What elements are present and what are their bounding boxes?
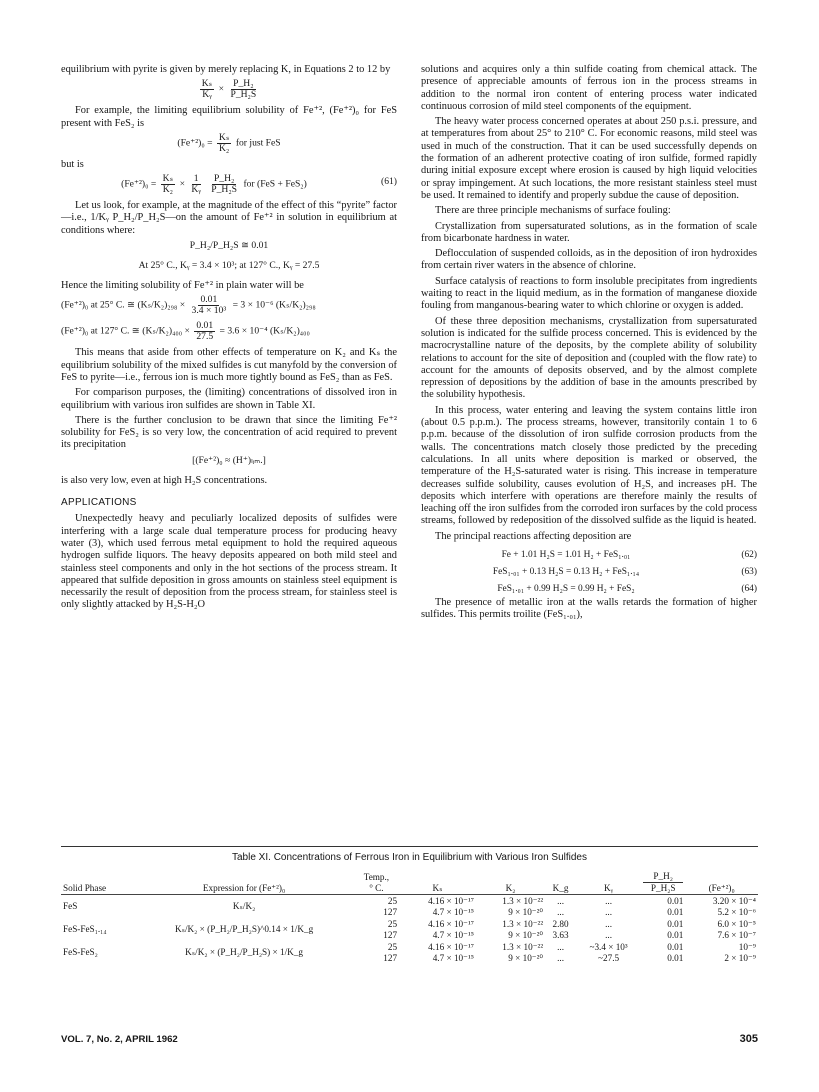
header-fe: (Fe⁺²)₀ [685,870,758,895]
paragraph: There is the further conclusion to be drawn that since the limiting Fe⁺² solubility for FeS₂ is so very low, the concentration of acid required to prevent its precipitation [61,414,397,451]
fraction-bottom: K₂ [162,184,174,196]
header-temp-line2: ° C. [369,882,384,893]
fraction-top: P_H₂ [233,78,254,90]
cell-ky-value: ... [605,896,613,906]
table-row [61,918,758,941]
cell-ks-value: 4.7 × 10⁻¹⁵ [432,929,474,940]
cell-ky [576,918,641,941]
cell-kg-value: 3.63 [552,929,569,940]
cell-ks [399,918,476,941]
fraction-bottom: 27.5 [196,331,214,343]
cell-temp-value: 25 [387,919,398,929]
cell-k2 [476,941,545,964]
page-number: 305 [739,1033,758,1045]
cell-fe-value: 6.0 × 10⁻⁵ [717,919,756,929]
cell-ks-value: 4.7 × 10⁻¹⁵ [432,906,474,917]
cell-ky [576,895,641,919]
cell-k2-value: 9 × 10⁻²⁰ [508,952,544,963]
fraction-bottom: Kᵧ [191,184,201,196]
paragraph: but is [61,158,84,170]
cell-kg [545,895,576,919]
paragraph: The heavy water process concerned operates at about 250 p.s.i. pressure, and at temperatures from about 25° to 210° C. For economic reasons, mild steel was used in much of the construction. That it can be used successfully depends on the formation of an adherent protective coating of iron sulfide, formed rapidly during initial exposure except where erosion is caused by high liquid velocities or spray impingement. At such locations, the more resistant stainless steel must be used. It remained to identify and properly subdue the cause of deposition. [421,116,757,201]
equation-pyrite-factor [61,79,397,99]
header-k2: K₂ [476,870,545,895]
cell-temp-value: 127 [383,929,398,940]
fraction-bottom: P_H₂S [230,89,257,101]
header-p-bottom: P_H₂S [650,882,676,893]
table-title: Table XI. Concentrations of Ferrous Iron in Equilibrium with Various Iron Sulfides [232,852,587,863]
cell-fe-value: 10⁻⁹ [738,942,756,952]
cell-temp-value: 127 [383,906,398,917]
limit-text: [(Fe⁺²)₀ ≈ (H⁺)ₗᵢₘ.] [192,454,266,466]
journal-issue: VOL. 7, No. 2, APRIL 1962 [61,1034,178,1045]
cell-pressure-ratio-value: 0.01 [667,896,684,906]
cell-k2-value: 9 × 10⁻²⁰ [508,929,544,940]
equation-condition [61,240,397,254]
header-solid-phase: Solid Phase [61,870,134,895]
cell-expression: Kₛ/K₂ × (P_H₂/P_H₂S)^0.14 × 1/K_g [174,924,314,935]
paragraph: Of these three deposition mechanisms, crystallization from supersaturated solution is indicated for the sulfide process concerned. This is evidenced by the macrocrystalline nature of the deposits, by the complete ability of solubility relations to account for the site of deposition and (coupled with the flow rate) to account for the amounts of deposits observed, and by the almost complete repression of depositions by the addition of base in the amounts prescribed by the solubility hypothesis. [421,315,757,401]
cell-ky-value: ~27.5 [598,952,620,963]
fraction-bottom: 3.4 × 10³ [191,305,227,317]
cell-pressure-ratio [641,918,685,941]
equation-limit [61,455,397,469]
cell-ky-value: ~3.4 × 10³ [589,942,628,952]
fraction-top: 0.01 [200,294,218,306]
left-column [61,64,397,615]
cell-kg [545,941,576,964]
cell-solid-phase: FeS-FeS₂ [63,947,98,958]
cell-ks-value: 4.16 × 10⁻¹⁷ [428,942,474,952]
cell-pressure-ratio-value: 0.01 [667,942,684,952]
cell-ks [399,895,476,919]
cell-k2-value: 1.3 × 10⁻²² [502,919,544,929]
cell-ky-value: ... [605,929,613,940]
condition-text: P_H₂/P_H₂S ≅ 0.01 [189,240,269,252]
paragraph: Let us look, for example, at the magnitude of the effect of this “pyrite” factor—i.e., 1/Kᵧ P_H₂/P_H₂S—on the amount of Fe⁺² in solution in equilibrium at conditions where: [61,200,397,236]
cell-solid-phase: FeS-FeS₁.₁₄ [63,924,107,935]
cell-pressure-ratio [641,941,685,964]
equation-rhs: = 3.6 × 10⁻⁴ (Kₛ/K₂)₄₀₀ [219,326,310,338]
cell-ks-value: 4.16 × 10⁻¹⁷ [428,919,474,929]
paragraph: solutions and acquires only a thin sulfide coating from chemical attack. The presence of appreciable amounts of ferrous ion in the process streams in addition to the normal iron content of entering process water indicated continuous corrosion of mild steel components of the equipment. [421,64,757,112]
fraction-top: 0.01 [196,320,214,332]
reaction-64 [421,580,757,597]
paragraph: In this process, water entering and leaving the system contains little iron (about 0.5 p.p.m.). The process streams, however, transitorily contain 1 to 6 p.p.m. because of the dissolution of iron sulfide corrosion products from the walls. The concentrations match closely those predicted by the preceding calculations. In all units where deposition is marked or observed, the temperature of the H₂S-saturated water is rising. This increase in temperature decreases sulfide solubility, causes evolution of H₂S, and increases pH. The deposits which interfere with operations are therefore mainly the results of leaching off the iron sulfides from the corroded iron surfaces by the cold process streams, followed by redeposition of the dissolved sulfide as the liquid is heated. [421,404,757,527]
paragraph: For comparison purposes, the (limiting) concentrations of dissolved iron in equilibrium with various iron sulfides are shown in Table XI. [61,387,397,411]
paragraph: Crystallization from supersaturated solutions, as in the formation of scale from bicarbonate hardness in water. [421,220,757,244]
table-row [61,895,758,919]
paragraph: Hence the limiting solubility of Fe⁺² in plain water will be [61,280,304,292]
equation-rhs: = 3 × 10⁻⁶ (Kₛ/K₂)₂₉₈ [232,300,316,312]
equation-number: (64) [741,583,757,594]
cell-ks-value: 4.7 × 10⁻¹⁵ [432,952,474,963]
header-temp-line1: Temp., [363,872,390,882]
fraction-top: Kₛ [162,173,174,185]
cell-solid-phase: FeS [63,901,78,912]
cell-kg-value: ... [557,942,564,952]
fraction-top: 1 [193,173,199,185]
cell-temp-value: 127 [383,952,398,963]
fraction-bottom: P_H₂S [211,184,238,196]
paragraph: The principal reactions affecting deposition are [435,530,632,542]
reaction-text: FeS₁.₀₁ + 0.99 H₂S = 0.99 H₂ + FeS₂ [497,583,635,594]
equation-127c [61,321,397,341]
equation-25c [61,295,397,315]
cell-temp [354,918,399,941]
right-column [421,64,757,625]
equation-lhs: (Fe⁺²)₀ at 25° C. ≅ (Kₛ/K₂)₂₉₈ × [61,300,186,312]
table-top-rule [61,846,758,847]
cell-fe-value: 5.2 × 10⁻⁶ [717,906,756,917]
paragraph: Unexpectedly heavy and peculiarly localized deposits of sulfides were interfering with a large scale dual temperature process for producing heavy water (3), which used ferrous metal equipment to hold the required aqueous hydrogen sulfide liquors. The heavy deposits appeared on both mild steel and stainless steel components and only in the hot sections of the process stream. It appeared that sulfide deposition in gross amounts on stainless steel equipment is necessarily the result of deposition from the process stream, for stainless steel is only slightly attacked by H₂S-H₂O [61,513,397,611]
header-ky: Kᵧ [576,870,641,895]
cell-ks [399,941,476,964]
equation-lhs: (Fe⁺²)₀ = [121,178,157,190]
cell-fe-value: 3.20 × 10⁻⁴ [712,896,756,906]
cell-temp-value: 25 [387,896,398,906]
fraction-bottom: K₂ [219,142,230,154]
paragraph: This means that aside from other effects of temperature on K₂ and Kₛ the equilibrium solubility of the mixed sulfides is cut manyfold by the conversion of FeS to pyrite—i.e., ferrous ion is much more tightly bound as FeS₂ than as FeS. [61,347,397,383]
reaction-62 [421,546,757,563]
header-temp [354,870,399,895]
cell-fe-value: 2 × 10⁻⁹ [724,952,756,963]
cell-fe [685,918,758,941]
paragraph: equilibrium with pyrite is given by merely replacing K, in Equations 2 to 12 by [61,64,391,75]
table-row [61,941,758,964]
fraction-top: Kₛ [218,131,230,143]
operator: × [218,84,225,95]
equation-number: (63) [741,566,757,577]
table-body [61,895,758,965]
cell-k2-value: 1.3 × 10⁻²² [502,942,544,952]
cell-temp-value: 25 [387,942,398,952]
equation-temps [61,260,397,274]
equation-lhs: (Fe⁺²)₀ = [177,137,213,149]
cell-ky-value: ... [605,919,613,929]
equation-rhs: for just FeS [235,137,281,149]
cell-kg-value: 2.80 [552,919,569,929]
cell-k2 [476,918,545,941]
cell-pressure-ratio-value: 0.01 [667,952,684,963]
equation-just-fes [61,133,397,153]
cell-temp [354,941,399,964]
paragraph: The presence of metallic iron at the walls retards the formation of higher sulfides. This permits troilite (FeS₁.₀₁), [421,596,757,621]
fraction-top: P_H₂ [213,173,235,185]
cell-expression: Kₛ/K₂ [232,901,256,912]
cell-ky [576,941,641,964]
cell-k2 [476,895,545,919]
paragraph: Deflocculation of suspended colloids, as in the deposition of iron hydroxides from certain river waters in the absence of chlorine. [421,248,757,272]
cell-fe [685,941,758,964]
cell-kg [545,918,576,941]
cell-kg-value: ... [557,896,564,906]
header-pressure-ratio [641,870,685,895]
table-header-row [61,870,758,895]
reaction-text: FeS₁.₀₁ + 0.13 H₂S = 0.13 H₂ + FeS₁.₁₄ [492,566,640,577]
cell-pressure-ratio [641,895,685,919]
paragraph: Surface catalysis of reactions to form insoluble precipitates from ingredients waiting to react in the liquid medium, as in the formation of manganese dioxide fouling from manganous-bearing water to which chlorine or oxygen is added. [421,275,757,312]
paragraph: is also very low, even at high H₂S concentrations. [61,474,268,486]
section-heading: APPLICATIONS [61,497,137,509]
cell-pressure-ratio-value: 0.01 [667,929,684,940]
operator: × [179,178,185,190]
equation-number: (61) [381,176,397,188]
cell-fe-value: 7.6 × 10⁻⁷ [717,929,756,940]
cell-pressure-ratio-value: 0.01 [667,919,684,929]
header-expression: Expression for (Fe⁺²)₀ [134,870,353,895]
cell-k2-value: 1.3 × 10⁻²² [502,896,544,906]
cell-kg-value: ... [557,906,564,917]
header-kg: K_g [545,870,576,895]
cell-k2-value: 9 × 10⁻²⁰ [508,906,544,917]
paragraph: For example, the limiting equilibrium solubility of Fe⁺², (Fe⁺²)₀ for FeS present with FeS₂ is [61,105,397,129]
fraction-bottom: Kᵧ [202,89,212,101]
paragraph: There are three principle mechanisms of surface fouling: [435,205,671,217]
fraction-top: Kₛ [201,78,213,90]
header-p-top: P_H₂ [643,871,683,883]
cell-kg-value: ... [557,952,564,963]
equation-61 [61,174,397,194]
equation-rhs: for (FeS + FeS₂) [243,178,307,190]
cell-ks-value: 4.16 × 10⁻¹⁷ [428,896,474,906]
cell-expression: Kₛ/K₂ × (P_H₂/P_H₂S) × 1/K_g [185,947,303,958]
equation-lhs: (Fe⁺²)₀ at 127° C. ≅ (Kₛ/K₂)₄₀₀ × [61,326,190,338]
temps-text: At 25° C., Kᵧ = 3.4 × 10³; at 127° C., Kᵧ = 27.5 [138,260,320,272]
header-ks: Kₛ [399,870,476,895]
cell-fe [685,895,758,919]
table-xi [61,870,758,964]
cell-temp [354,895,399,919]
reaction-63 [421,563,757,580]
reaction-text: Fe + 1.01 H₂S = 1.01 H₂ + FeS₁.₀₁ [501,549,631,560]
cell-ky-value: ... [605,906,613,917]
equation-number: (62) [741,549,757,560]
cell-pressure-ratio-value: 0.01 [667,906,684,917]
